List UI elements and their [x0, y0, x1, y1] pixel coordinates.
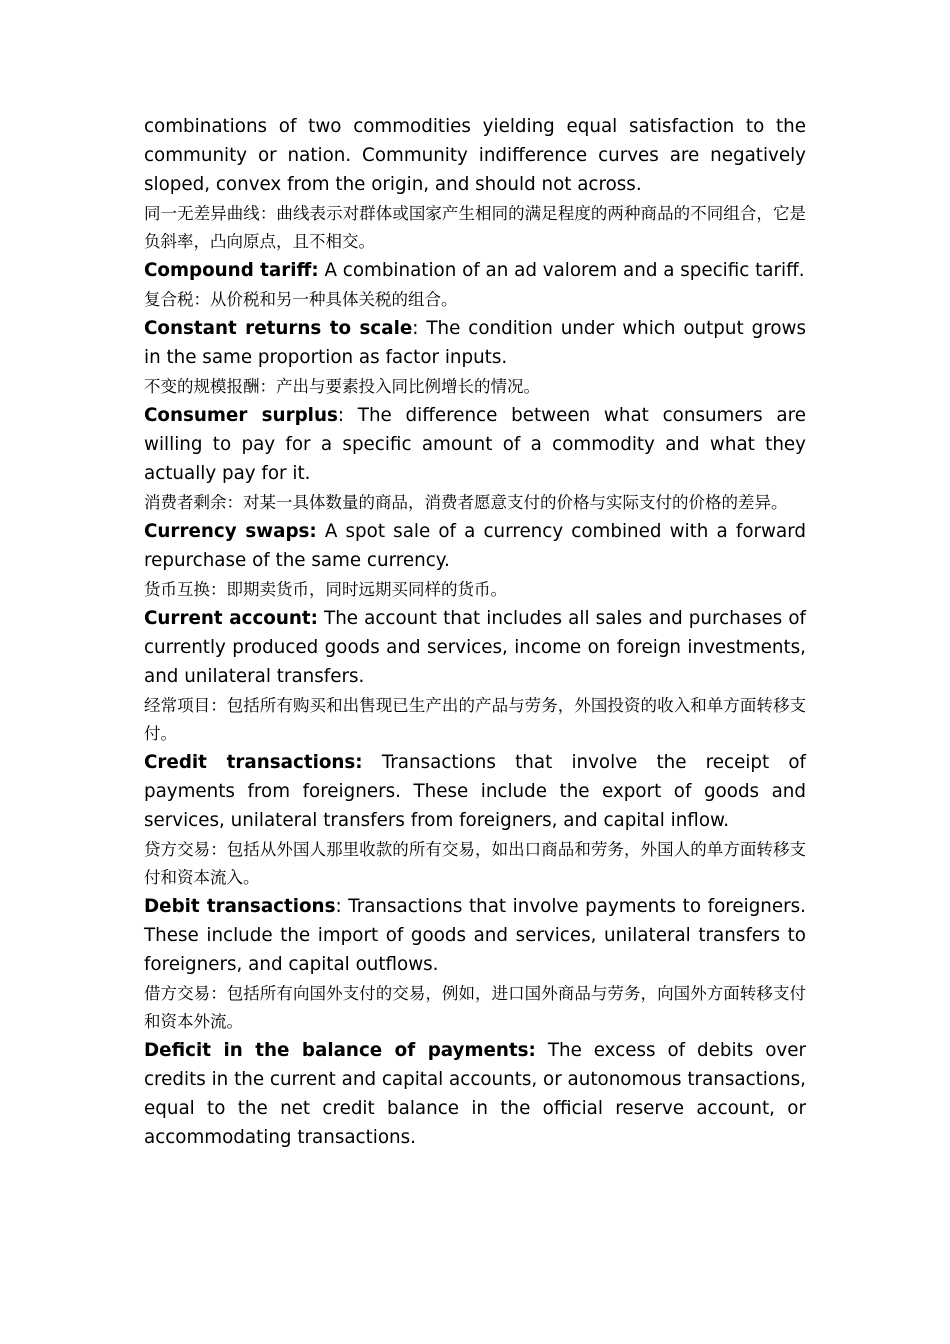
- entry-term: Consumer surplus: [144, 405, 338, 426]
- entry-english: [144, 256, 806, 285]
- entry-english: [144, 604, 806, 691]
- entry-separator: [536, 1040, 548, 1061]
- entry-definition: The account that includes all sales and purchases of currently produced goods and services, income on foreign investments, and unilateral transfers.: [144, 608, 806, 687]
- entry-term: Credit transactions:: [144, 752, 363, 773]
- entry-definition: The condition under which output grows in the same proportion as factor inputs.: [144, 318, 806, 368]
- entry-english: [144, 314, 806, 372]
- entry-english: [144, 517, 806, 575]
- entry-chinese: 经常项目：包括所有购买和出售现已生产出的产品与劳务，外国投资的收入和单方面转移支付。: [144, 696, 806, 743]
- entry-chinese: 复合税：从价税和另一种具体关税的组合。: [144, 290, 458, 309]
- document-page: [144, 112, 806, 1152]
- entry-definition: Transactions that involve payments to foreigners. These include the import of goods and services, unilateral transfers to foreigners, and capital outflows.: [144, 896, 806, 975]
- entry-english: [144, 1036, 806, 1152]
- entry-chinese: 同一无差异曲线：曲线表示对群体或国家产生相同的满足程度的两种商品的不同组合，它是负斜率，凸向原点，且不相交。: [144, 204, 806, 251]
- entry-chinese: 货币互换：即期卖货币，同时远期买同样的货币。: [144, 580, 507, 599]
- entry-chinese: 借方交易：包括所有向国外支付的交易，例如，进口国外商品与劳务，向国外方面转移支付和资本外流。: [144, 984, 806, 1031]
- entry-term: Constant returns to scale: [144, 318, 413, 339]
- entry-definition: combinations of two commodities yielding equal satisfaction to the community or nation. Community indifference curves are negatively sloped, convex from the origin, and should not across.: [144, 116, 806, 195]
- entry-definition: The excess of debits over credits in the current and capital accounts, or autonomous transactions, equal to the net credit balance in the official reserve account, or accommodating transactions.: [144, 1040, 806, 1148]
- entry-term: Compound tariff:: [144, 260, 319, 281]
- entry-term: Deficit in the balance of payments:: [144, 1040, 536, 1061]
- entry-term: Debit transactions: [144, 896, 336, 917]
- entry-chinese: 消费者剩余：对某一具体数量的商品，消费者愿意支付的价格与实际支付的价格的差异。: [144, 493, 788, 512]
- entry-term: Current account:: [144, 608, 318, 629]
- entry-separator: [317, 521, 325, 542]
- entry-english: [144, 112, 806, 199]
- entry-definition: The difference between what consumers are willing to pay for a specific amount of a commodity and what they actually pay for it.: [144, 405, 806, 484]
- entry-separator: :: [335, 896, 349, 917]
- entry-chinese: 不变的规模报酬：产出与要素投入同比例增长的情况。: [144, 377, 540, 396]
- entry-english: [144, 401, 806, 488]
- entry-english: [144, 748, 806, 835]
- entry-separator: :: [412, 318, 427, 339]
- entry-chinese: 贷方交易：包括从外国人那里收款的所有交易，如出口商品和劳务，外国人的单方面转移支付和资本流入。: [144, 840, 806, 887]
- entry-definition: A combination of an ad valorem and a specific tariff.: [324, 260, 805, 281]
- entry-separator: :: [337, 405, 358, 426]
- entry-separator: [363, 752, 382, 773]
- entry-english: [144, 892, 806, 979]
- entry-definition: A spot sale of a currency combined with a forward repurchase of the same currency.: [144, 521, 806, 571]
- entry-definition: Transactions that involve the receipt of payments from foreigners. These include the export of goods and services, unilateral transfers from foreigners, and capital inflow.: [144, 752, 806, 831]
- entry-term: Currency swaps:: [144, 521, 317, 542]
